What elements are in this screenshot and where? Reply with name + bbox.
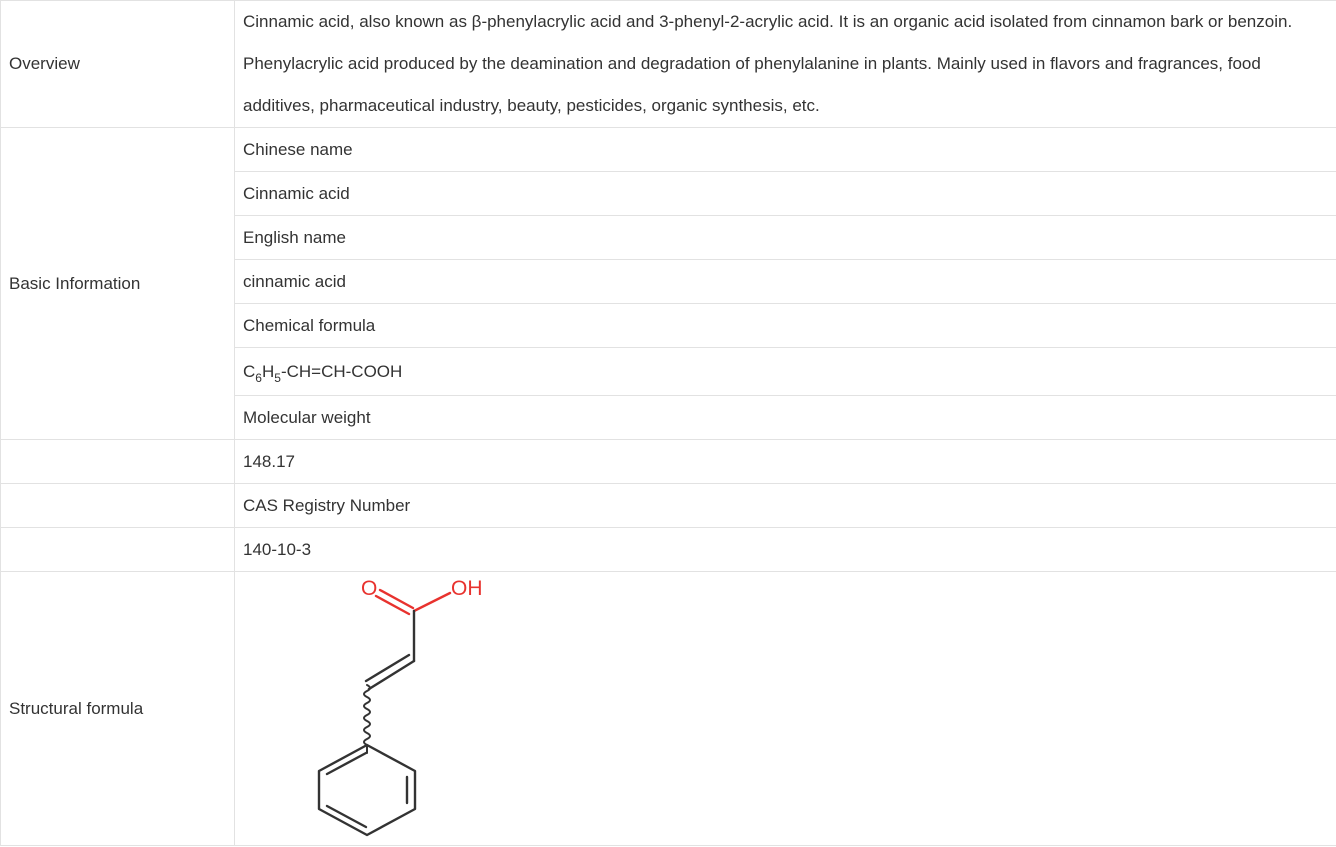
formula-h-subscript: 5 [274, 370, 281, 385]
table-row-overview [1, 1, 1336, 128]
formula-c-subscript: 6 [255, 370, 262, 385]
structural-formula-figure [243, 573, 1336, 845]
structural-formula-cell [235, 572, 1336, 846]
empty-cell [1, 528, 235, 572]
carbonyl-double-bond-line [380, 590, 413, 608]
carbonyl-double-bond-line [376, 596, 409, 614]
table-row [1, 484, 1336, 528]
english-name-value: cinnamic acid [235, 260, 1336, 304]
empty-cell [1, 440, 235, 484]
structural-formula-label: Structural formula [1, 572, 235, 846]
benzene-ring-outline [319, 745, 415, 835]
formula-h: H [261, 361, 275, 381]
wavy-bond-line [364, 685, 370, 753]
table-row [1, 128, 1336, 172]
hydroxyl-atom-label: OH [451, 576, 483, 600]
empty-cell [1, 484, 235, 528]
english-name-label: English name [235, 216, 1336, 260]
oxygen-atom-label: O [361, 576, 378, 600]
table-row-structural [1, 572, 1336, 846]
cinnamic-acid-structure-image [243, 573, 543, 845]
formula-rest: -CH=CH-COOH [280, 361, 403, 381]
basic-information-label: Basic Information [1, 128, 235, 440]
molecular-weight-label: Molecular weight [235, 396, 1336, 440]
molecular-weight-value: 148.17 [235, 440, 1336, 484]
formula-c: C [243, 361, 256, 381]
chinese-name-label: Chinese name [235, 128, 1336, 172]
hydroxyl-bond-line [414, 593, 450, 611]
cas-value: 140-10-3 [235, 528, 1336, 572]
overview-label: Overview [1, 1, 235, 128]
chemical-formula-label: Chemical formula [235, 304, 1336, 348]
table-row [1, 440, 1336, 484]
chinese-name-value: Cinnamic acid [235, 172, 1336, 216]
overview-text: Cinnamic acid, also known as β-phenylacrylic acid and 3-phenyl-2-acrylic acid. It is an organic acid isolated from cinnamon bark or benzoin. Phenylacrylic acid produced by the deamination and degradation of phenylalanine in plants. Mainly used in flavors and fragrances, food additives, pharmaceutical industry, beauty, pesticides, organic synthesis, etc. [235, 1, 1336, 128]
table-row [1, 528, 1336, 572]
cas-label: CAS Registry Number [235, 484, 1336, 528]
chemical-formula-value [235, 348, 1336, 396]
